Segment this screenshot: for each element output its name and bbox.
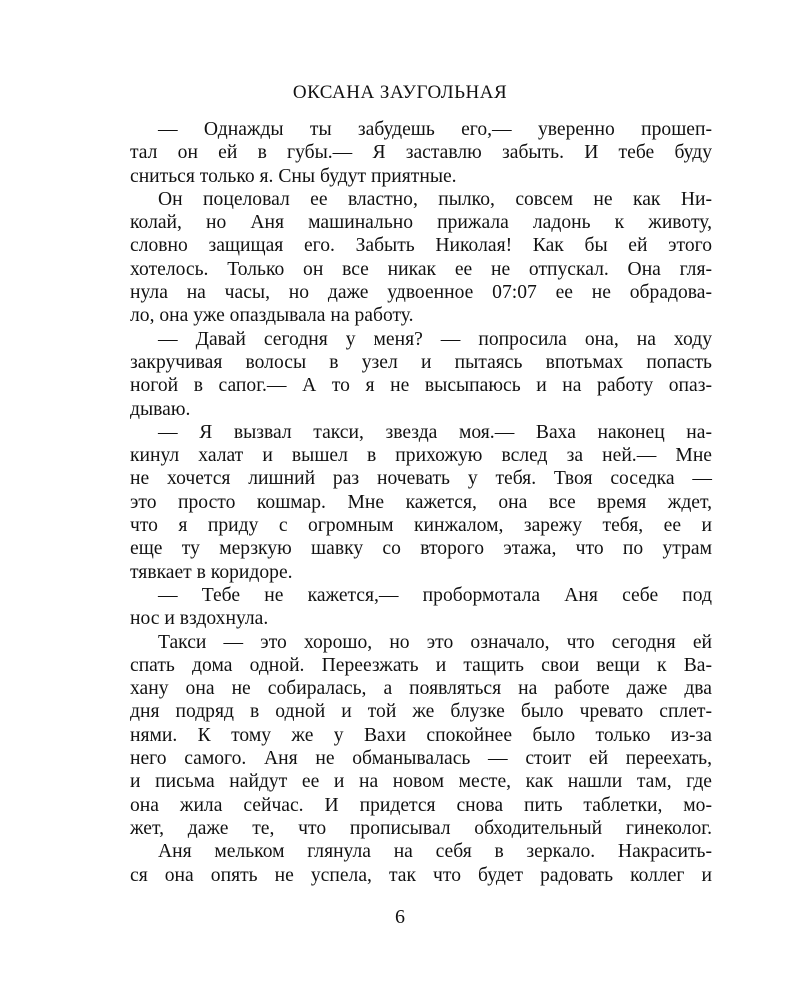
text-line: что я приду с огромным кинжалом, зарежу тебя, ее и [130,515,712,537]
text-line: Такси — это хорошо, но это означало, что сегодня ей [158,631,712,653]
text-line: словно защищая его. Забыть Николая! Как бы ей этого [130,235,712,257]
text-line: не хочется лишний раз ночевать у тебя. Твоя соседка — [130,468,712,490]
text-line: нос и вздохнула. [130,608,269,630]
text-line: тявкает в коридоре. [130,561,293,583]
text-line: и письма найдут ее и на новом месте, как нашли там, где [130,771,712,793]
text-line: она жила сейчас. И придется снова пить таблетки, мо- [130,794,712,816]
text-line: кинул халат и вышел в прихожую вслед за ней.— Мне [130,445,712,467]
text-line: Он поцеловал ее властно, пылко, совсем не как Ни- [158,188,712,210]
text-line: еще ту мерзкую шавку со второго этажа, что по утрам [130,538,712,560]
text-line: ногой в сапог.— А то я не высыпаюсь и на работу опаз- [130,375,712,397]
text-line: дня подряд в одной и той же блузке было чревато сплет- [130,701,712,723]
text-line: — Тебе не кажется,— пробормотала Аня себе под [158,584,712,606]
text-line: дываю. [130,398,191,420]
body-text [130,118,712,887]
running-head: ОКСАНА ЗАУГОЛЬНАЯ [292,82,508,103]
page-number: 6 [395,906,405,928]
text-line: тал он ей в губы.— Я заставлю забыть. И тебе буду [130,142,712,164]
text-line: колай, но Аня машинально прижала ладонь к животу, [130,212,712,234]
text-line: сниться только я. Сны будут приятные. [130,165,457,187]
text-line: хотелось. Только он все никак ее не отпускал. Она гля- [130,258,712,280]
text-line: Аня мельком глянула на себя в зеркало. Накрасить- [158,841,712,863]
text-line: — Я вызвал такси, звезда моя.— Ваха наконец на- [158,421,712,443]
text-line: ся она опять не успела, так что будет радовать коллег и [130,864,712,886]
text-line: — Давай сегодня у меня? — попросила она, на ходу [158,328,712,350]
text-line: нула на часы, но даже удвоенное 07:07 ее не обрадова- [130,282,712,304]
text-line: жет, даже те, что прописывал обходительный гинеколог. [130,817,712,839]
text-line: закручивая волосы в узел и пытаясь впотьмах попасть [130,351,712,373]
text-line: ло, она уже опаздывала на работу. [130,305,414,327]
text-line: него самого. Аня не обманывалась — стоит ей переехать, [130,748,712,770]
text-line: спать дома одной. Переезжать и тащить свои вещи к Ва- [130,654,712,676]
text-line: нями. К тому же у Вахи спокойнее было только из-за [130,724,712,746]
text-line: — Однажды ты забудешь его,— уверенно прошеп- [158,119,712,140]
text-line: хану она не собиралась, а появляться на работе даже два [130,678,712,700]
text-line: это просто кошмар. Мне кажется, она все время ждет, [130,491,712,513]
